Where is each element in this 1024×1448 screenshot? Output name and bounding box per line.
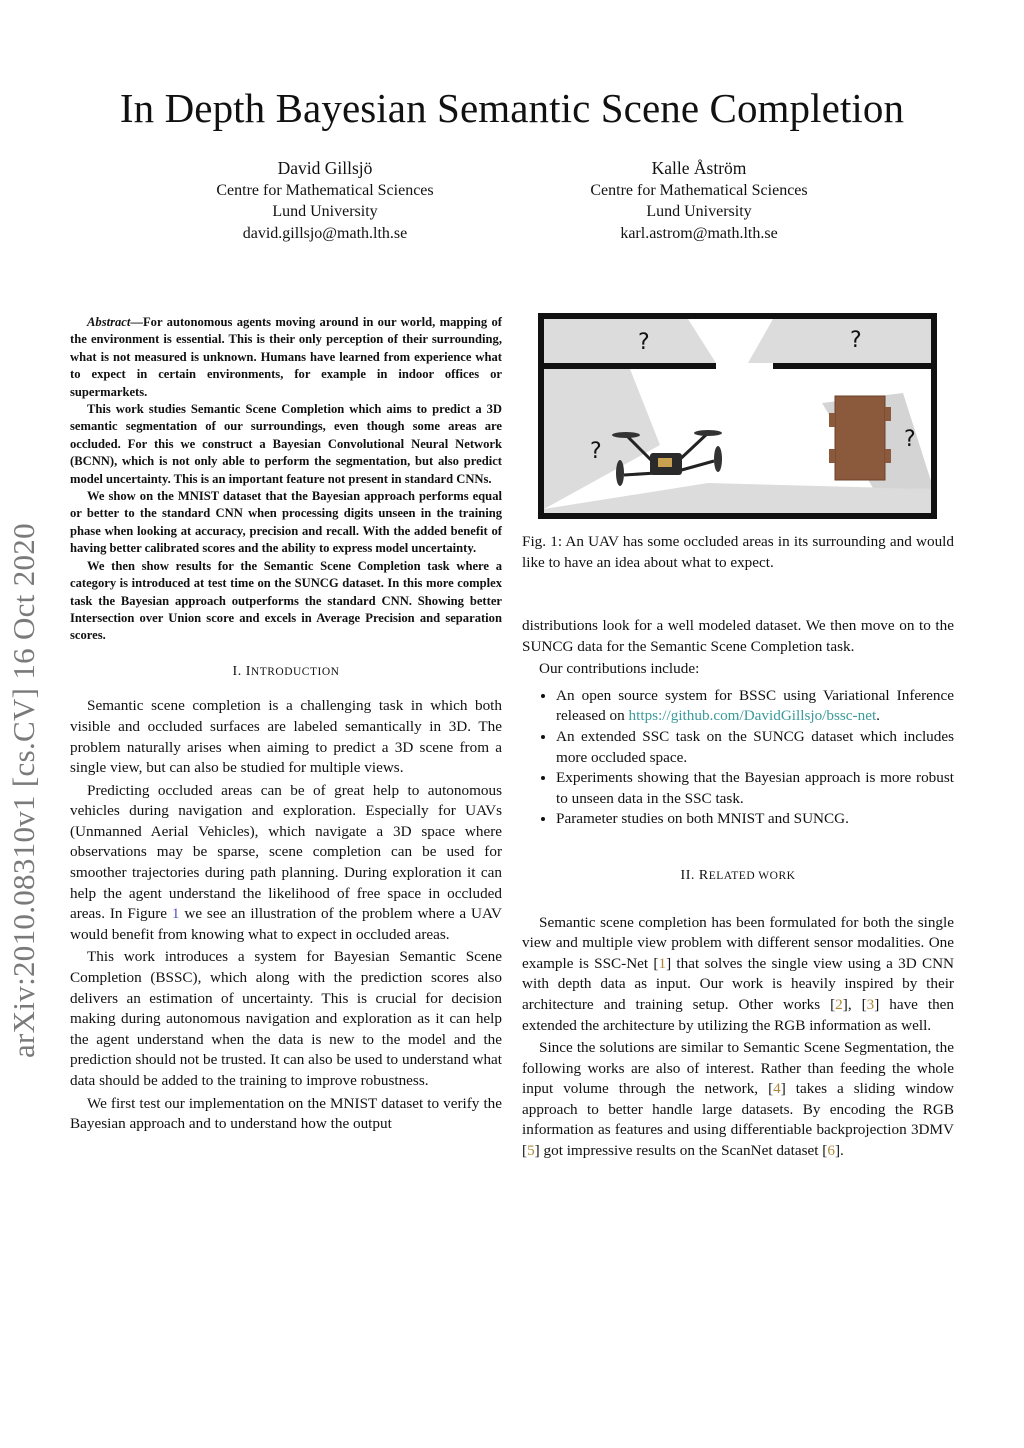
section-heading-related-work: II. RELATED WORK (680, 867, 796, 883)
right-column (522, 616, 954, 1164)
unknown-marker: ? (638, 330, 650, 355)
introduction-body (70, 696, 502, 1134)
figure-uav-illustration (538, 313, 937, 519)
body-paragraph: This work introduces a system for Bayesian Semantic Scene Completion (BSSC), which along with the prediction scores also delivers an estimation of uncertainty. This is crucial for decision making during autonomous navigation and exploration as it can help the agent understand when the data is new to the model and the prediction should not be trusted. It can also be used to understand what data should be added to the training to improve robustness. (70, 948, 502, 1089)
abstract-paragraph: Abstract—For autonomous agents moving around in our world, mapping of the environment is essential. This is their only perception of their surrounding, what is not measured is unknown. Humans have learned from experience what to expect in certain environments, for example in indoor offices or supermarkets. (70, 315, 502, 399)
chair (829, 413, 835, 427)
body-paragraph: distributions look for a well modeled dataset. We then move on to the SUNCG data for the Semantic Scene Completion task. (522, 617, 954, 655)
github-link[interactable]: https://github.com/DavidGillsjo/bssc-net (628, 707, 877, 725)
author-block-1 (165, 158, 485, 244)
author-affiliation: Centre for Mathematical Sciences (216, 181, 434, 199)
citation-link[interactable]: 2 (835, 995, 843, 1013)
wall-left (538, 313, 544, 519)
related-work-body (522, 913, 954, 1162)
list-item: • Parameter studies on both MNIST and SUNCG. (556, 809, 954, 830)
figure-link[interactable]: 1 (171, 905, 180, 923)
propeller (694, 430, 722, 436)
figure-caption: Fig. 1: An UAV has some occluded areas in its surrounding and would like to have an idea about what to expect. (522, 533, 954, 571)
propeller (612, 432, 640, 438)
author-affiliation: Centre for Mathematical Sciences (590, 181, 808, 199)
citation-link[interactable]: 4 (773, 1080, 781, 1098)
wall-right (931, 313, 937, 519)
section-heading-introduction: I. INTRODUCTION (232, 663, 340, 679)
propeller (616, 460, 624, 486)
author-university: Lund University (646, 203, 752, 220)
abstract-paragraph: We then show results for the Semantic Scene Completion task where a category is introduced at test time on the SUNCG dataset. In this more complex task the Bayesian approach outperforms the standard CNN. Showing better Intersection over Union score and excels in Average Precision and separation scores. (70, 558, 502, 643)
propeller (714, 446, 722, 472)
citation-link[interactable]: 5 (527, 1142, 535, 1160)
drone-board (658, 458, 672, 467)
body-paragraph: Semantic scene completion has been formulated for both the single view and multiple view problem with different sensor modalities. One example is SSC-Net [1] that solves the single view using a 3D CNN with depth data as input. Our work is heavily inspired by their architecture and training setup. Other works [2], [3] have then extended the architecture by utilizing the RGB information as well. (522, 913, 955, 1034)
unknown-marker: ? (850, 328, 862, 353)
wall-top (538, 313, 937, 319)
arxiv-identifier: arXiv:2010.08310v1 [cs.CV] 16 Oct 2020 (6, 523, 41, 1058)
body-paragraph: Predicting occluded areas can be of great help to autonomous vehicles during navigation and exploration. Especially for UAVs (Unmanned Aerial Vehicles), which navigate a 3D space where observations may be sparse, scene completion can be used for smoother trajectories during path planning. During exploration it can help the agent understand the likelihood of free space in occluded areas. In Figure 1 we see an illustration of the problem where a UAV would benefit from knowing what to expect in occluded areas. (70, 781, 502, 943)
list-item: • An open source system for BSSC using Variational Inference released on https://github.com/DavidGillsjo/bssc-net. (556, 686, 954, 727)
list-item: • Experiments showing that the Bayesian approach is more robust to unseen data in the SSC task. (556, 768, 954, 809)
occluded-area-top-right (748, 319, 931, 363)
abstract-label: Abstract (87, 315, 131, 329)
author-email: karl.astrom@math.lth.se (620, 224, 778, 242)
paper-title: In Depth Bayesian Semantic Scene Completion (119, 85, 905, 131)
abstract (70, 314, 502, 645)
inner-wall-right (773, 363, 931, 369)
body-paragraph: Semantic scene completion is a challenging task in which both visible and occluded surfaces are labeled semantically in 3D. The problem naturally arises when aiming to predict a 3D scene from a single view, but can also be studied for multiple views. (70, 697, 502, 777)
author-name: David Gillsjö (277, 158, 373, 178)
occluded-area-top-left (544, 319, 716, 363)
author-name: Kalle Åström (651, 158, 747, 178)
body-paragraph: We first test our implementation on the MNIST dataset to verify the Bayesian approach and to understand how the output (70, 1094, 502, 1133)
chair (885, 449, 891, 463)
citation-link[interactable]: 3 (866, 995, 875, 1013)
body-paragraph: Our contributions include: (539, 660, 700, 678)
unknown-marker: ? (590, 439, 602, 464)
contributions-list (522, 686, 954, 830)
unknown-marker: ? (904, 427, 916, 452)
inner-wall-left (544, 363, 716, 369)
citation-link[interactable]: 6 (827, 1142, 835, 1160)
citation-link[interactable]: 1 (658, 954, 667, 972)
abstract-paragraph: This work studies Semantic Scene Completion which aims to predict a 3D semantic segmentation of our surroundings, even though some areas are occluded. For this we construct a Bayesian Convolutional Neural Network (BCNN), which is not only able to perform the segmentation, but also predict model uncertainty. This is an important feature not present in standard CNNs. (70, 402, 502, 486)
body-paragraph: Since the solutions are similar to Semantic Scene Segmentation, the following works are also of interest. Rather than feeding the whole input volume through the network, [4] takes a sliding window approach to better handle large datasets. By encoding the RGB information as features and using differentiable backprojection 3DMV [5] got impressive results on the ScanNet dataset [6]. (522, 1039, 954, 1160)
list-item: • An extended SSC task on the SUNCG dataset which includes more occluded space. (556, 727, 954, 768)
table (835, 396, 885, 480)
author-block-2 (539, 158, 859, 244)
chair (885, 407, 891, 421)
abstract-paragraph: We show on the MNIST dataset that the Bayesian approach performs equal or better to the standard CNN when processing digits unseen in the training phase when looking at accuracy, precision and recall. With the added benefit of having better calibrated scores and the ability to express model uncertainty. (70, 489, 502, 556)
left-column (70, 314, 502, 1137)
chair (829, 449, 835, 463)
author-email: david.gillsjo@math.lth.se (242, 224, 408, 242)
author-university: Lund University (272, 203, 378, 220)
wall-bottom (538, 513, 937, 519)
right-body (522, 616, 954, 680)
